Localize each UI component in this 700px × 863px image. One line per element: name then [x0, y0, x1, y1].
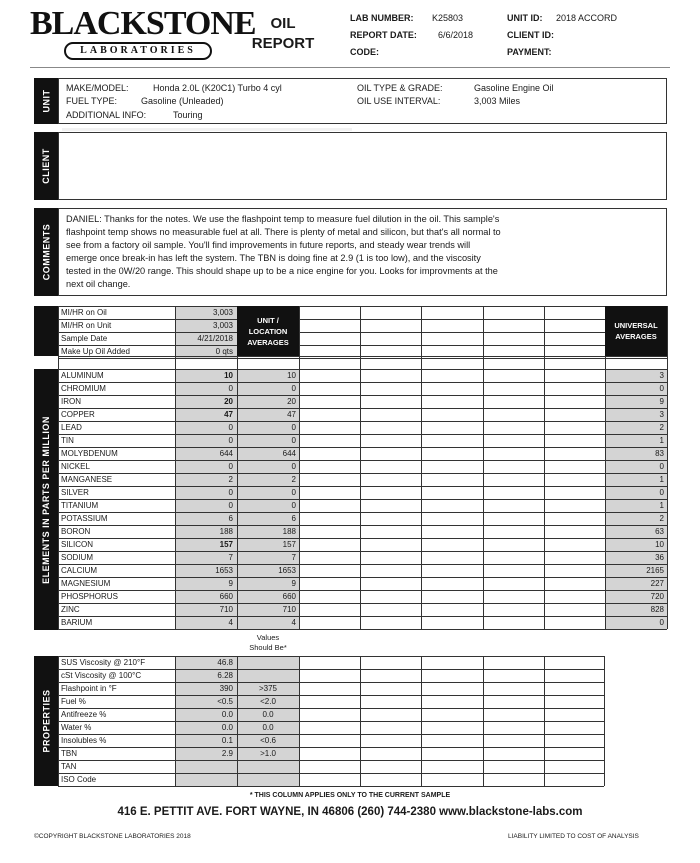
client-section-text: CLIENT [41, 148, 51, 184]
element-row [0, 447, 700, 460]
element-unit-average: 9 [291, 579, 296, 588]
make-model-label: MAKE/MODEL: [66, 83, 129, 93]
element-name: TIN [61, 436, 74, 445]
element-unit-average: 0 [291, 423, 296, 432]
property-row [0, 721, 700, 734]
element-name: ZINC [61, 605, 80, 614]
additional-info-value: Touring [173, 110, 203, 120]
element-row [0, 395, 700, 408]
lab-address: 416 E. PETTIT AVE. FORT WAYNE, IN 46806 (260) 744-2380 www.blackstone-labs.com [117, 806, 583, 818]
lab-number-value: K25803 [432, 13, 464, 23]
element-row [0, 590, 700, 603]
oil-use-label: OIL USE INTERVAL: [357, 96, 441, 106]
element-value: 10 [224, 371, 233, 380]
element-row [0, 603, 700, 616]
element-universal-average: 720 [650, 592, 664, 601]
grid-line [58, 629, 667, 630]
element-value: 0 [228, 501, 233, 510]
element-universal-average: 1 [659, 501, 664, 510]
element-value: 4 [228, 618, 233, 627]
element-row [0, 538, 700, 551]
element-value: 20 [224, 397, 233, 406]
element-row [0, 525, 700, 538]
comments-section-label [34, 208, 58, 296]
sample-info-label: Sample Date [61, 334, 108, 343]
element-unit-average: 1653 [278, 566, 296, 575]
unit-id-label: UNIT ID: [507, 13, 543, 23]
property-row [0, 734, 700, 747]
sample-info-row [0, 306, 700, 319]
element-value: 9 [228, 579, 233, 588]
element-value: 0 [228, 462, 233, 471]
oil-type-label: OIL TYPE & GRADE: [357, 83, 443, 93]
comment-line: flashpoint temp shows no measurable fuel at all. There is plenty of metal and silicon, but that's all normal to [66, 226, 501, 237]
element-row [0, 434, 700, 447]
sample-info-row [0, 332, 700, 345]
report-title-line1: OIL [270, 15, 296, 32]
element-unit-average: 0 [291, 488, 296, 497]
element-unit-average: 644 [282, 449, 296, 458]
element-value: 2 [228, 475, 233, 484]
element-row [0, 460, 700, 473]
property-should-be: <2.0 [260, 697, 276, 706]
element-name: BARIUM [61, 618, 93, 627]
element-universal-average: 1 [659, 436, 664, 445]
element-value: 710 [219, 605, 233, 614]
element-unit-average: 47 [287, 410, 296, 419]
element-unit-average: 710 [282, 605, 296, 614]
element-universal-average: 10 [655, 540, 664, 549]
values-should-be-header [237, 633, 299, 653]
sample-info-row [0, 319, 700, 332]
element-value: 1653 [215, 566, 233, 575]
properties-section-text: PROPERTIES [41, 689, 52, 753]
property-row [0, 760, 700, 773]
element-name: MAGNESIUM [61, 579, 111, 588]
property-value: 2.9 [221, 749, 233, 758]
fuel-type-label: FUEL TYPE: [66, 96, 118, 106]
property-name: Flashpoint in °F [61, 684, 117, 693]
element-value: 644 [219, 449, 233, 458]
liability-note: LIABILITY LIMITED TO COST OF ANALYSIS [508, 833, 639, 840]
element-universal-average: 2 [659, 514, 664, 523]
element-value: 0 [228, 488, 233, 497]
grid-line [58, 358, 667, 359]
footnote: * THIS COLUMN APPLIES ONLY TO THE CURRENT SAMPLE [249, 792, 451, 799]
element-name: NICKEL [61, 462, 90, 471]
report-title [244, 14, 322, 54]
element-name: ALUMINUM [61, 371, 104, 380]
element-unit-average: 0 [291, 436, 296, 445]
element-value: 7 [228, 553, 233, 562]
element-row [0, 473, 700, 486]
blackstone-logo [30, 5, 256, 64]
element-unit-average: 157 [282, 540, 296, 549]
element-universal-average: 3 [659, 371, 664, 380]
logo-wordmark: BLACKSTONE [30, 5, 256, 42]
comments-text [66, 213, 664, 290]
property-should-be: >1.0 [260, 749, 276, 758]
oil-type-value: Gasoline Engine Oil [474, 83, 554, 93]
element-name: COPPER [61, 410, 95, 419]
property-should-be: 0.0 [262, 710, 274, 719]
property-row [0, 747, 700, 760]
property-value: 0.0 [221, 710, 233, 719]
element-row [0, 512, 700, 525]
property-name: Antifreeze % [61, 710, 107, 719]
element-name: SILVER [61, 488, 89, 497]
element-name: MANGANESE [61, 475, 113, 484]
element-universal-average: 227 [650, 579, 664, 588]
code-label: CODE: [350, 47, 379, 57]
grid-line [58, 786, 604, 787]
sample-info-row [0, 345, 700, 358]
unit-section-text: UNIT [41, 89, 51, 113]
element-row [0, 408, 700, 421]
comments-section-text: COMMENTS [41, 223, 51, 281]
universal-header-line: AVERAGES [615, 332, 657, 341]
make-model-value: Honda 2.0L (K20C1) Turbo 4 cyl [153, 83, 282, 93]
element-universal-average: 2 [659, 423, 664, 432]
element-universal-average: 1 [659, 475, 664, 484]
property-name: Water % [61, 723, 92, 732]
element-row [0, 499, 700, 512]
copyright: ©COPYRIGHT BLACKSTONE LABORATORIES 2018 [34, 833, 191, 840]
property-value: 0.1 [221, 736, 233, 745]
element-row [0, 369, 700, 382]
report-date-label: REPORT DATE: [350, 30, 417, 40]
property-row [0, 669, 700, 682]
element-name: TITANIUM [61, 501, 99, 510]
report-title-line2: REPORT [251, 35, 315, 52]
element-row [0, 382, 700, 395]
element-name: CHROMIUM [61, 384, 106, 393]
property-value: 46.8 [217, 658, 233, 667]
element-universal-average: 0 [659, 618, 664, 627]
element-unit-average: 4 [291, 618, 296, 627]
element-unit-average: 20 [287, 397, 296, 406]
element-row [0, 486, 700, 499]
element-unit-average: 7 [291, 553, 296, 562]
element-unit-average: 0 [291, 384, 296, 393]
element-universal-average: 63 [655, 527, 664, 536]
comment-line: emerge once break-in has left the system. The TBN is doing fine at 2.9 (1 is too low), and the viscosity [66, 252, 481, 263]
report-date-value: 6/6/2018 [438, 30, 474, 40]
element-unit-average: 0 [291, 462, 296, 471]
oil-use-value: 3,003 Miles [474, 96, 521, 106]
redacted-area [62, 128, 352, 131]
element-row [0, 577, 700, 590]
sample-info-value: 3,003 [212, 308, 233, 317]
property-should-be: 0.0 [262, 723, 274, 732]
element-universal-average: 9 [659, 397, 664, 406]
property-row [0, 656, 700, 669]
unit-location-header-line: AVERAGES [247, 337, 289, 347]
element-row [0, 421, 700, 434]
element-value: 660 [219, 592, 233, 601]
client-id-label: CLIENT ID: [507, 30, 554, 40]
additional-info-label: ADDITIONAL INFO: [66, 110, 147, 120]
element-value: 0 [228, 436, 233, 445]
sample-info-value: 3,003 [212, 321, 233, 330]
element-row [0, 551, 700, 564]
unit-id-value: 2018 ACCORD [556, 13, 618, 23]
values-should-be-line: Values [256, 633, 280, 642]
element-universal-average: 2165 [646, 566, 664, 575]
element-name: BORON [61, 527, 91, 536]
property-should-be: <0.6 [260, 736, 276, 745]
property-name: Fuel % [61, 697, 86, 706]
property-value: 390 [219, 684, 233, 693]
comment-line: tested in the 0W/20 range. This should shape up to be a nice engine for you. Looks for improvments at the [66, 265, 498, 276]
comment-line: next oil change. [66, 278, 131, 289]
property-name: TBN [61, 749, 77, 758]
property-row [0, 708, 700, 721]
payment-label: PAYMENT: [507, 47, 552, 57]
sample-info-label: Make Up Oil Added [61, 347, 130, 356]
element-value: 188 [219, 527, 233, 536]
element-name: SODIUM [61, 553, 93, 562]
element-unit-average: 10 [287, 371, 296, 380]
element-universal-average: 3 [659, 410, 664, 419]
property-value: 6.28 [217, 671, 233, 680]
element-value: 47 [224, 410, 233, 419]
element-name: POTASSIUM [61, 514, 108, 523]
comment-line: see from a factory oil sample. You'll find improvements in future reports, and steady wear trends will [66, 239, 471, 250]
property-name: SUS Viscosity @ 210°F [61, 658, 146, 667]
property-value: 0.0 [221, 723, 233, 732]
universal-header-line: UNIVERSAL [614, 321, 658, 330]
sample-info-label: MI/HR on Unit [61, 321, 112, 330]
element-value: 157 [219, 540, 233, 549]
element-row [0, 564, 700, 577]
element-name: PHOSPHORUS [61, 592, 118, 601]
element-value: 6 [228, 514, 233, 523]
logo-subtitle: LABORATORIES [64, 42, 212, 60]
element-unit-average: 2 [291, 475, 296, 484]
client-section-label [34, 132, 58, 200]
property-row [0, 682, 700, 695]
values-should-be-line: Should Be* [249, 643, 287, 652]
element-value: 0 [228, 423, 233, 432]
element-value: 0 [228, 384, 233, 393]
header-divider [30, 67, 670, 68]
comment-line: DANIEL: Thanks for the notes. We use the flashpoint temp to measure fuel dilution in the oil. This sample's [66, 214, 500, 224]
element-unit-average: 0 [291, 501, 296, 510]
unit-location-header-line: UNIT / [257, 315, 279, 325]
element-universal-average: 36 [655, 553, 664, 562]
property-row [0, 773, 700, 786]
elements-section-text: ELEMENTS IN PARTS PER MILLION [41, 415, 51, 584]
lab-number-label: LAB NUMBER: [350, 13, 414, 23]
fuel-type-value: Gasoline (Unleaded) [141, 96, 224, 106]
sample-info-value: 4/21/2018 [197, 334, 233, 343]
unit-location-header-line: LOCATION [248, 326, 288, 336]
property-name: TAN [61, 762, 77, 771]
element-name: MOLYBDENUM [61, 449, 118, 458]
element-universal-average: 828 [650, 605, 664, 614]
element-universal-average: 83 [655, 449, 664, 458]
client-box [58, 132, 667, 200]
element-universal-average: 0 [659, 462, 664, 471]
element-universal-average: 0 [659, 384, 664, 393]
element-unit-average: 6 [291, 514, 296, 523]
element-unit-average: 660 [282, 592, 296, 601]
unit-section-label [34, 78, 58, 124]
element-universal-average: 0 [659, 488, 664, 497]
element-name: SILICON [61, 540, 94, 549]
element-row [0, 616, 700, 629]
sample-info-label: MI/HR on Oil [61, 308, 107, 317]
element-name: CALCIUM [61, 566, 98, 575]
property-name: Insolubles % [61, 736, 107, 745]
property-should-be: >375 [258, 684, 278, 693]
property-name: ISO Code [61, 775, 97, 784]
element-name: LEAD [61, 423, 82, 432]
element-name: IRON [61, 397, 81, 406]
element-unit-average: 188 [282, 527, 296, 536]
sample-info-value: 0 qts [215, 347, 233, 356]
property-row [0, 695, 700, 708]
property-name: cSt Viscosity @ 100°C [61, 671, 142, 680]
property-value: <0.5 [217, 697, 233, 706]
